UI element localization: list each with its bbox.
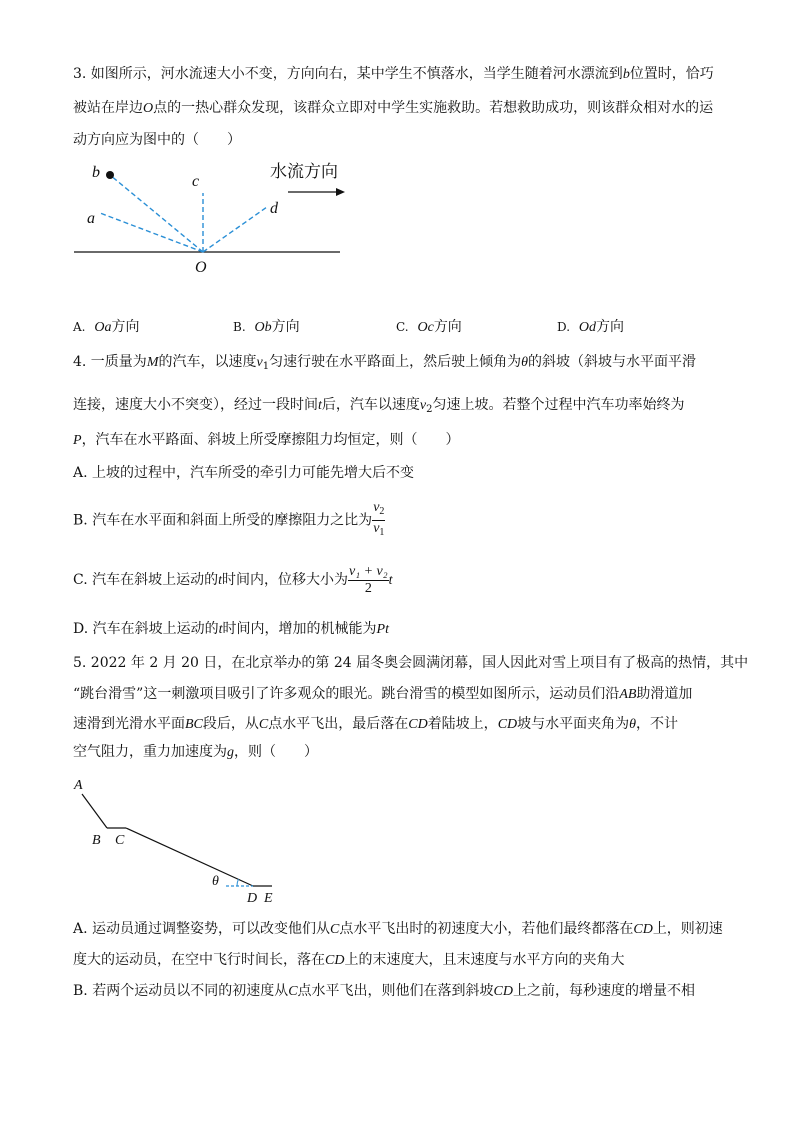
q3-text: 3. 如图所示，河水流速大小不变，方向向右，某中学生不慎落水，当学生随着河水漂流到 [73,66,623,82]
option-text: 上之前，每秒速度的增量不相 [513,983,695,999]
label-e: E [264,891,273,906]
q5-var: CD [497,717,518,732]
q3-stem-line-2 [73,98,713,119]
option-var: CD [493,984,513,999]
q5-var: CD [408,717,428,732]
label-o: O [195,259,207,276]
q3-figure [70,155,360,280]
q5-var: AB [619,687,637,702]
q5-var: θ [629,717,637,732]
option-key: B. [233,320,246,334]
q3-option-c[interactable] [396,316,462,336]
frac-den: v [373,521,380,536]
q4-var-theta: θ [521,355,528,370]
q4-option-d[interactable] [73,619,389,640]
q5-text: 速滑到光滑水平面 [73,716,185,732]
label-d: D [247,891,258,906]
option-var: CD [633,922,653,937]
option-text: 点水平飞出，则他们在落到斜坡 [297,983,494,999]
q5-stem-line-1 [73,653,748,673]
option-var: Oa [94,320,112,335]
frac-den: 2 [364,580,372,596]
q3-stem-line-3 [73,130,241,150]
q3-text: 位置时，恰巧 [629,66,714,82]
q4-stem-line-3 [73,430,460,451]
option-text: 方向 [433,319,462,335]
q5-option-b[interactable] [73,981,695,1002]
option-text: 时间内，位移大小为 [222,572,349,588]
option-key: A. [73,320,86,334]
fraction-v1-plus-v2-over-2 [348,564,389,597]
option-var: t [388,573,393,588]
dashed-line-ob [110,175,203,252]
q4-stem-line-1 [73,352,696,377]
q3-text: 被站在岸边 [73,100,143,116]
option-text: 度大的运动员，在空中飞行时间长，落在 [73,952,325,968]
q3-option-d[interactable] [557,316,624,336]
frac-num-sub: 2 [379,506,385,517]
option-var: Ob [254,320,272,335]
label-b: B [92,833,101,848]
q5-text: ，则（ ） [234,744,318,760]
angle-arc-theta [237,879,239,886]
q4-text: 匀速上坡。若整个过程中汽车功率始终为 [432,397,685,413]
q4-text: 后，汽车以速度 [321,397,420,413]
q5-text: 空气阻力，重力加速度为 [73,744,227,760]
q5-option-a-line-2[interactable] [73,950,624,971]
frac-den-sub: 1 [379,527,385,538]
q4-option-b[interactable] [73,500,385,541]
q4-option-c[interactable] [73,560,393,601]
slope-ab [82,794,107,828]
q3-text: 动方向应为图中的（ ） [73,132,241,148]
q3-text: 点的一热心群众发现，该群众立即对中学生实施救助。若想救助成功，则该群众相对水的运 [153,100,714,116]
frac-num: v [373,500,380,515]
label-c: C [115,833,125,848]
q5-ski-jump-figure [68,772,288,907]
option-text: 方向 [271,319,300,335]
flow-direction-label: 水流方向 [270,162,338,182]
option-var: Pt [376,622,389,637]
option-var: t [218,622,223,637]
q4-text: ，汽车在水平路面、斜坡上所受摩擦阻力均恒定，则（ ） [81,432,460,448]
label-a: A [74,778,83,793]
q3-option-b[interactable] [233,316,300,336]
label-d: d [270,200,278,217]
student-point-b [106,171,114,179]
dashed-line-oa [100,213,203,252]
q5-stem-line-2 [73,684,692,705]
option-var: C [288,984,298,999]
q4-var-t: t [318,398,322,413]
option-key: D. [557,320,571,334]
option-key: C. [396,320,409,334]
q5-text: 坡与水平面夹角为 [517,716,630,732]
q5-text: 点水平飞出，最后落在 [268,716,409,732]
fraction-v2-over-v1 [372,500,385,541]
q4-var-p: P [73,433,82,448]
q5-option-a-line-1[interactable] [73,919,723,940]
option-text: 点水平飞出时的初速度大小，若他们最终都落在 [339,921,634,937]
option-text: A. 运动员通过调整姿势，可以改变他们从 [73,921,331,937]
option-text: B. 若两个运动员以不同的初速度从 [73,983,289,999]
q4-var-v1: v [256,355,263,370]
flow-arrow-head [336,188,345,196]
option-var: Oc [417,320,434,335]
q5-text: 助滑道加 [636,686,693,702]
label-b: b [92,164,100,181]
q5-text: “跳台滑雪”这一刺激项目吸引了许多观众的眼光。跳台滑雪的模型如图所示，运动员们沿 [73,686,620,702]
q5-var: g [227,745,234,760]
q3-option-a[interactable] [73,316,140,336]
q3-stem-line-1 [73,64,714,85]
option-text: 时间内，增加的机械能为 [222,621,377,637]
q5-stem-line-3 [73,714,678,735]
option-text: C. 汽车在斜坡上运动的 [73,572,219,588]
option-var: t [218,573,223,588]
option-text: 方向 [111,319,140,335]
frac-num: v₁ + v₂ [349,563,388,579]
q4-var-v2: v [419,398,427,413]
option-var: Od [578,320,597,335]
option-text: 方向 [596,319,625,335]
label-theta: θ [212,874,219,889]
q3-var-o: O [143,101,154,116]
q4-text: 的斜坡（斜坡与水平面平滑 [527,354,696,370]
q5-text: 段后，从 [202,716,259,732]
q4-stem-line-2 [73,395,684,420]
option-text: 上的末速度大，且末速度与水平方向的夹角大 [344,952,625,968]
label-a: a [87,210,95,227]
option-var: C [330,922,340,937]
label-c: c [192,173,200,190]
q4-var-m: M [146,355,159,370]
q5-var: C [258,717,269,732]
option-text: A. 上坡的过程中，汽车所受的牵引力可能先增大后不变 [73,465,415,481]
dashed-line-od [203,207,267,252]
q5-var: BC [185,717,203,732]
q5-text: 5. 2022 年 2 月 20 日，在北京举办的第 24 届冬奥会圆满闭幕，国人因此对雪上项目有了极高的热情，其中 [73,655,749,671]
option-text: D. 汽车在斜坡上运动的 [73,621,219,637]
q5-stem-line-4 [73,742,318,763]
q4-text: 连接，速度大小不突变），经过一段时间 [73,397,318,413]
q4-text: 的汽车，以速度 [158,354,257,370]
q4-sub: 2 [426,404,433,415]
q4-option-a[interactable] [73,463,414,483]
landing-slope-cd [126,828,253,886]
q5-text: ，不计 [636,716,679,732]
option-var: CD [325,953,345,968]
q5-text: 着陆坡上， [427,716,498,732]
option-text: B. 汽车在水平面和斜面上所受的摩擦阻力之比为 [73,512,373,529]
q3-var-b: b [622,67,630,82]
q4-text: 匀速行驶在水平路面上，然后驶上倾角为 [269,354,522,370]
q4-text: 4. 一质量为 [73,354,147,370]
option-text: 上，则初速 [652,921,723,937]
q4-sub: 1 [262,361,270,372]
